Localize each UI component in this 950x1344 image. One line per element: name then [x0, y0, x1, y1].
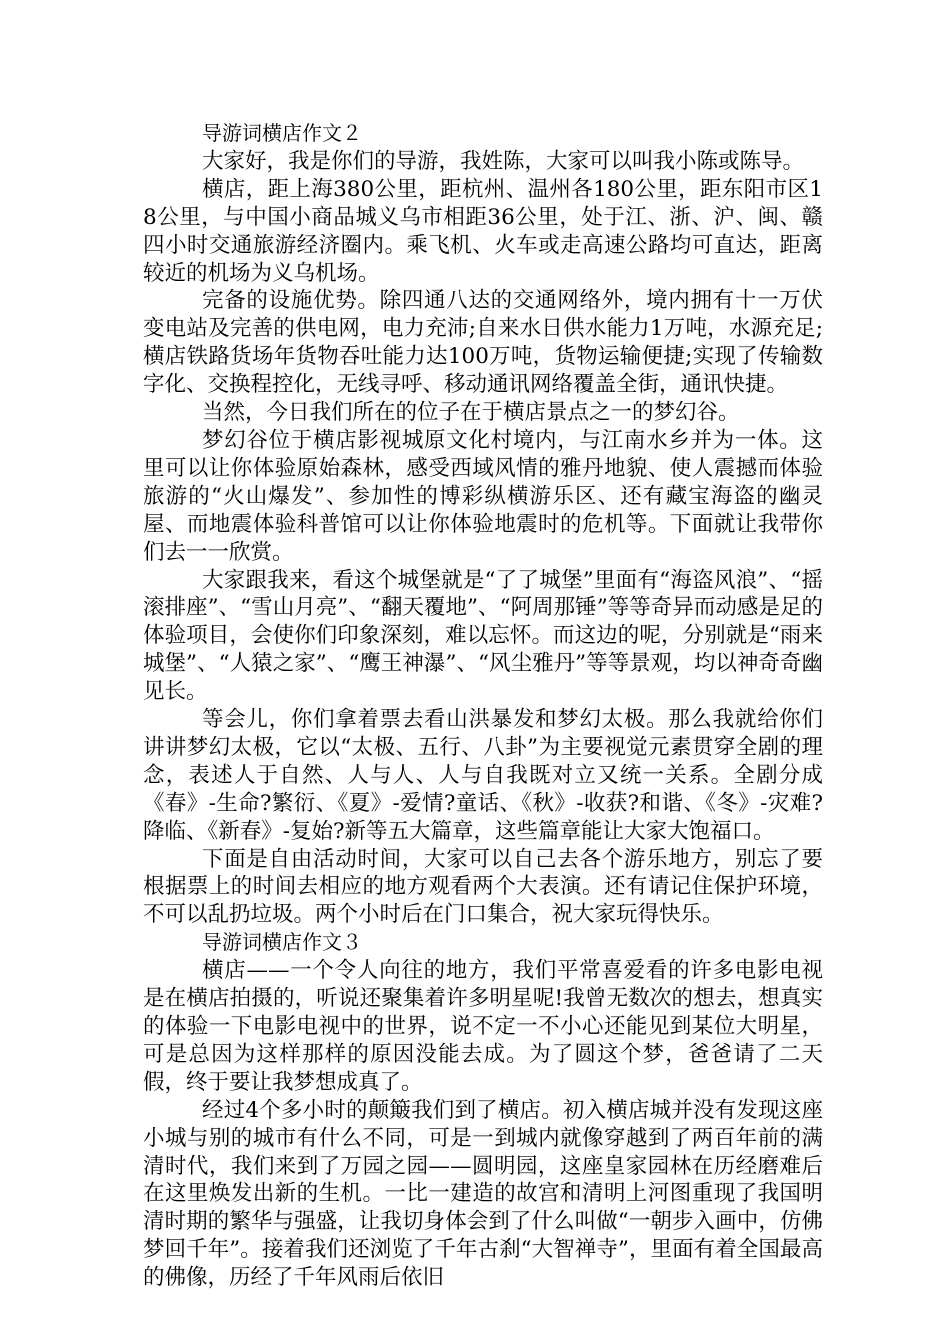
- paragraph-location: 横店，距上海380公里，距杭州、温州各180公里，距东阳市区18公里，与中国小商品城义乌市相距36公里，处于江、浙、沪、闽、赣四小时交通旅游经济圈内。乘飞机、火车或走高速公路均可直达，距离较近的机场为义乌机场。: [143, 176, 823, 286]
- section-heading-3: 导游词横店作文３: [202, 930, 362, 955]
- paragraph-facilities: 完备的设施优势。除四通八达的交通网络外，境内拥有十一万伏变电站及完善的供电网，电力充沛;自来水日供水能力1万吨，水源充足;横店铁路货场年货物吞吐能力达100万吨，货物运输便捷;实现了传输数字化、交换程控化，无线寻呼、移动通讯网络覆盖全街，通讯快捷。: [143, 288, 823, 398]
- paragraph-arrival: 经过4个多小时的颠簸我们到了横店。初入横店城并没有发现这座小城与别的城市有什么不同，可是一到城内就像穿越到了两百年前的满清时代，我们来到了万园之园——圆明园，这座皇家园林在历经磨难后在这里焕发出新的生机。一比一建造的故宫和清明上河图重现了我国明清时期的繁华与强盛，让我切身体会到了什么叫做“一朝步入画中，仿佛梦回千年”。接着我们还浏览了千年古刹“大智禅寺”，里面有着全国最高的佛像，历经了千年风雨后依旧: [143, 1097, 823, 1291]
- document-page: [143, 120, 823, 1292]
- paragraph-yearning: 横店——一个令人向往的地方，我们平常喜爱看的许多电影电视是在横店拍摄的，听说还聚集着许多明星呢!我曾无数次的想去，想真实的体验一下电影电视中的世界，说不定一不小心还能见到某位大明星，可是总因为这样那样的原因没能去成。为了圆这个梦，爸爸请了二天假，终于要让我梦想成真了。: [143, 958, 823, 1095]
- paragraph-castle: 大家跟我来，看这个城堡就是“了了城堡”里面有“海盗风浪”、“摇滚排座”、“雪山月亮”、“翻天覆地”、“阿周那锤”等等奇异而动感是足的体验项目，会使你们印象深刻，难以忘怀。而这边的呢，分别就是“雨来城堡”、“人猿之家”、“鹰王神瀑”、“风尘雅丹”等等景观，均以神奇奇幽见长。: [143, 567, 823, 705]
- section-heading-2: 导游词横店作文２: [202, 121, 362, 145]
- paragraph-taiji: 等会儿，你们拿着票去看山洪暴发和梦幻太极。那么我就给你们讲讲梦幻太极，它以“太极、五行、八卦”为主要视觉元素贯穿全剧的理念，表述人于自然、人与人、人与自我既对立又统一关系。全剧分成《春》-生命?繁衍、《夏》-爱情?童话、《秋》-收获?和谐、《冬》-灾难?降临、《新春》-复始?新等五大篇章，这些篇章能让大家大饱福口。: [143, 707, 823, 844]
- paragraph-greeting: 大家好，我是你们的导游，我姓陈，大家可以叫我小陈或陈导。: [202, 148, 805, 174]
- paragraph-free-time: 下面是自由活动时间，大家可以自己去各个游乐地方，别忘了要根据票上的时间去相应的地方观看两个大表演。还有请记住保护环境，不可以乱扔垃圾。两个小时后在门口集合，祝大家玩得快乐。: [143, 846, 823, 928]
- paragraph-dream-valley: 梦幻谷位于横店影视城原文化村境内，与江南水乡并为一体。这里可以让你体验原始森林，感受西域风情的雅丹地貌、使人震撼而体验旅游的“火山爆发”、参加性的博彩纵横游乐区、还有藏宝海盗的幽灵屋、而地震体验科普馆可以让你体验地震时的危机等。下面就让我带你们去一一欣赏。: [143, 427, 823, 565]
- paragraph-dream-valley-intro: 当然，今日我们所在的位子在于横店景点之一的梦幻谷。: [202, 400, 740, 426]
